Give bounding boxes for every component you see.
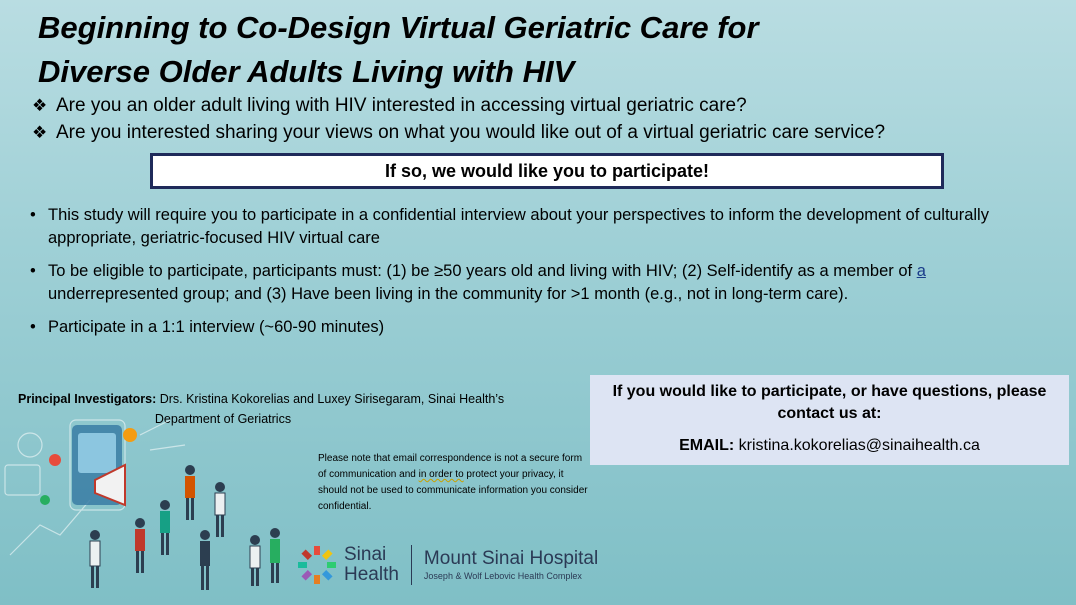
msh-title: Mount Sinai Hospital (423, 548, 599, 569)
callout-text: If so, we would like you to participate! (384, 160, 710, 181)
title-line-2: Diverse Older Adults Living with HIV (38, 54, 575, 89)
participate-callout (150, 153, 944, 189)
logo-divider (411, 545, 412, 585)
underlined-word: a (916, 262, 926, 280)
eligibility-text-1: To be eligible to participate, participants must: (1) be ≥50 years old and living with HIV; (2) Self-identify as a member of (48, 262, 917, 280)
privacy-note (318, 451, 588, 515)
list-item (30, 316, 1060, 339)
bullet-icon: • (30, 262, 36, 280)
sinai-health-logo-icon (296, 544, 338, 586)
title-line-1: Beginning to Co-Design Virtual Geriatric Care for (38, 10, 759, 45)
sinai-word: Sinai (344, 544, 387, 565)
page-title (38, 6, 1038, 94)
contact-heading: If you would like to participate, or have questions, please contact us at: (612, 383, 1047, 422)
bullet-text (48, 260, 1060, 306)
contact-box (590, 375, 1069, 465)
pi-label: Principal Investigators: (18, 392, 157, 406)
pi-department: Department of Geriatrics (154, 412, 292, 426)
list-item (30, 204, 1060, 250)
list-item (30, 260, 1060, 306)
note-flagged-phrase: in order to (418, 469, 464, 480)
bullet-icon: • (30, 206, 36, 224)
diamond-bullet-icon: ❖ (32, 122, 48, 142)
note-text-1: Please note that email correspondence is not a secure form of communication and (318, 453, 583, 480)
diamond-bullet-icon: ❖ (32, 95, 48, 115)
contact-email-line (600, 435, 1059, 457)
bullet-text: This study will require you to participate in a confidential interview about your perspectives to inform the development of culturally appropriate, geriatric-focused HIV virtual care (48, 206, 989, 247)
sinai-health-wordmark (344, 545, 399, 585)
question-text: Are you interested sharing your views on what you would like out of a virtual geriatric care service? (56, 121, 886, 143)
msh-subtitle: Joseph & Wolf Lebovic Health Complex (423, 571, 582, 581)
study-details-list (30, 204, 1060, 349)
eligibility-text-2: underrepresented group; and (3) Have been living in the community for >1 month (e.g., not in long-term care). (48, 285, 849, 303)
health-word: Health (344, 564, 399, 585)
question-list (32, 92, 1072, 146)
logo-bar (296, 540, 626, 590)
pi-names: Drs. Kristina Kokorelias and Luxey Sirisegaram, Sinai Health’s (156, 392, 505, 406)
question-item (32, 119, 1072, 146)
note-text-2: protect your privacy, it should not be used to communicate information you consider confidential. (318, 469, 588, 512)
email-address[interactable]: kristina.kokorelias@sinaihealth.ca (734, 437, 980, 454)
mount-sinai-wordmark (424, 548, 598, 582)
question-item (32, 92, 1072, 119)
telehealth-illustration (0, 405, 300, 605)
question-text: Are you an older adult living with HIV interested in accessing virtual geriatric care? (56, 94, 747, 116)
bullet-icon: • (30, 318, 36, 336)
email-label: EMAIL: (679, 437, 735, 454)
bullet-text: Participate in a 1:1 interview (~60-90 minutes) (48, 318, 385, 336)
